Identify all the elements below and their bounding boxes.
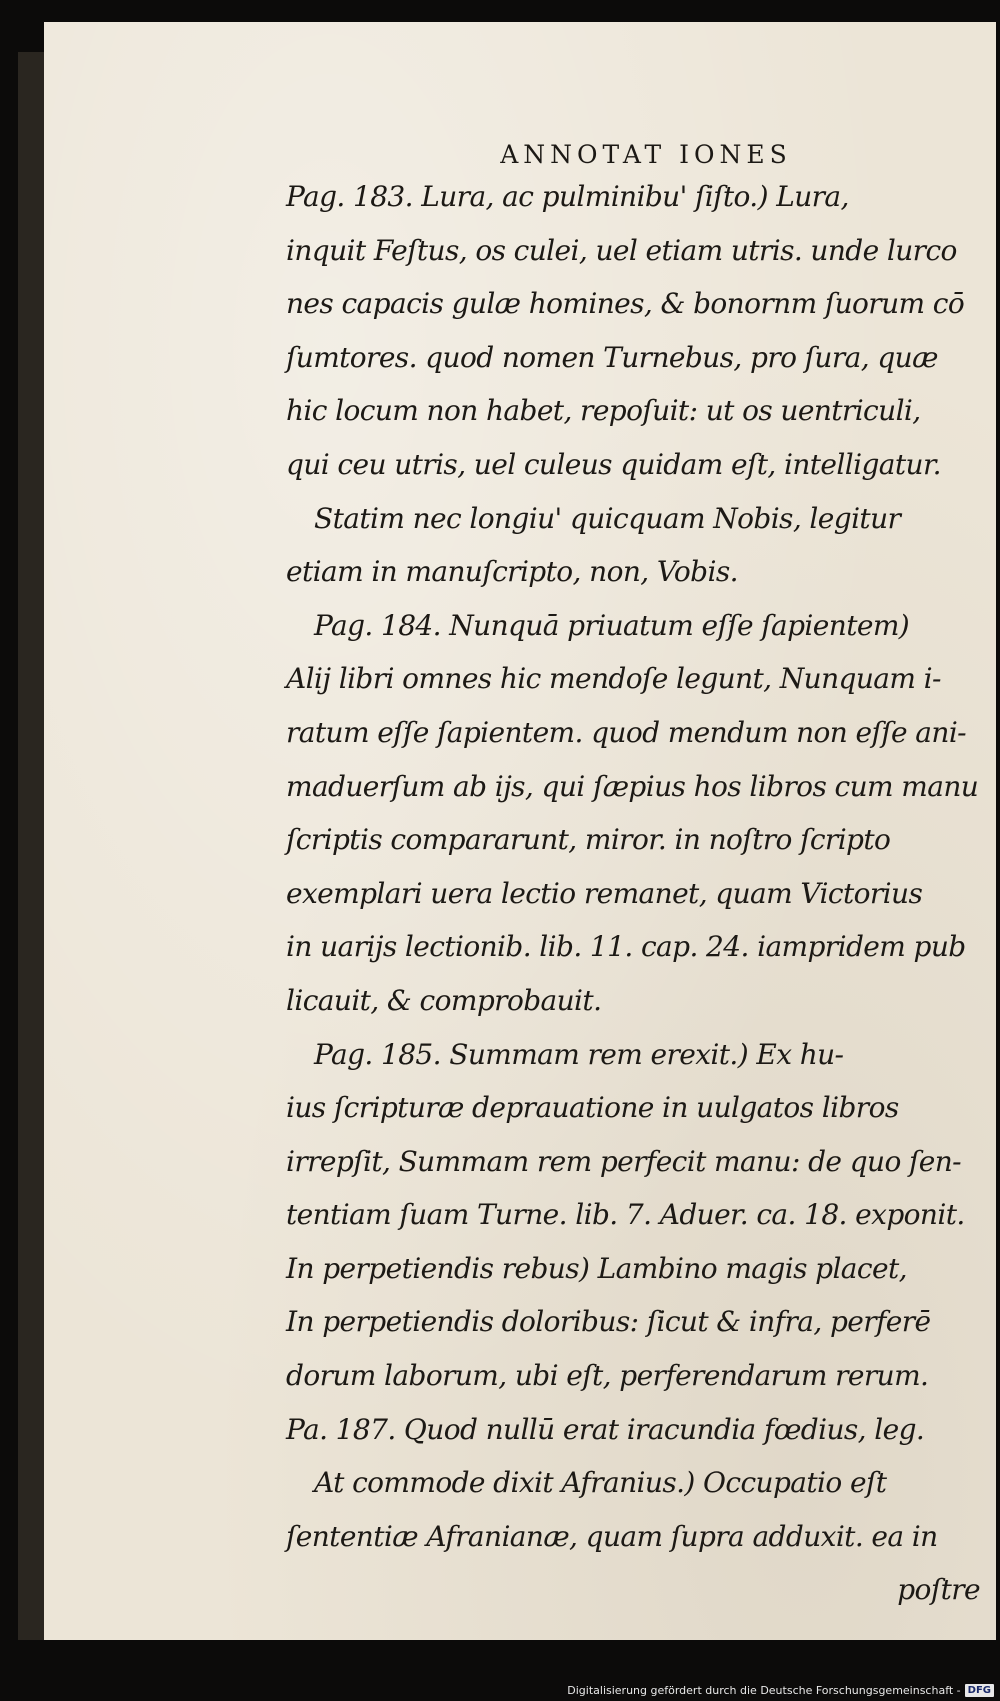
- text-line: tentiam ſuam Turne. lib. 7. Aduer. ca. 18. exponit.: [286, 1198, 965, 1232]
- text-line: ius ſcripturæ deprauatione in uulgatos libros: [286, 1091, 899, 1125]
- text-line: At commode dixit Afranius.) Occupatio eſt: [314, 1466, 887, 1500]
- text-line: dorum laborum, ubi eſt, perferendarum rerum.: [286, 1359, 929, 1393]
- text-line: Pag. 185. Summam rem erexit.) Ex hu-: [314, 1037, 844, 1071]
- text-line: Alij libri omnes hic mendoſe legunt, Nunquam i-: [286, 662, 941, 696]
- text-line: Statim nec longiu' quicquam Nobis, legitur: [314, 501, 901, 535]
- page-text-block: [286, 122, 986, 1617]
- text-line: In perpetiendis rebus) Lambino magis placet,: [286, 1251, 907, 1285]
- text-line: in uarijs lectionib. lib. 11. cap. 24. iampridem pub: [286, 930, 966, 964]
- text-line: Pag. 184. Nunquā priuatum eſſe ſapientem): [314, 608, 910, 642]
- text-line: ſumtores. quod nomen Turnebus, pro ſura, quæ: [286, 340, 938, 374]
- text-line: exemplari uera lectio remanet, quam Victorius: [286, 876, 923, 910]
- scanned-page: [44, 22, 996, 1640]
- text-line: etiam in manuſcripto, non, Vobis.: [286, 555, 738, 589]
- text-line: qui ceu utris, uel culeus quidam eſt, intelligatur.: [286, 447, 941, 481]
- catchword: poſtre: [897, 1573, 980, 1607]
- text-line: ſententiæ Afranianæ, quam ſupra adduxit. ea in: [286, 1519, 938, 1553]
- text-line: licauit, & comprobauit.: [286, 983, 602, 1017]
- dfg-logo-icon: DFG: [965, 1684, 994, 1697]
- digitization-credit: [567, 1682, 994, 1698]
- text-line: irrepſit, Summam rem perfecit manu: de quo ſen-: [286, 1144, 962, 1178]
- text-line: hic locum non habet, repoſuit: ut os uentriculi,: [286, 394, 921, 428]
- text-line: maduerſum ab ijs, qui ſæpius hos libros cum manu: [286, 769, 979, 803]
- text-line: Pa. 187. Quod nullū erat iracundia fœdius, leg.: [286, 1412, 925, 1446]
- text-line: ſcriptis compararunt, miror. in noſtro ſcripto: [286, 823, 891, 857]
- text-line: Pag. 183. Lura, ac pulminibu' ſiſto.) Lura,: [286, 180, 849, 213]
- running-head: ANNOTAT IONES: [500, 140, 792, 169]
- text-line: inquit Feſtus, os culei, uel etiam utris. unde lurco: [286, 233, 957, 267]
- page-edge-shadow: [18, 52, 44, 1640]
- credit-text: Digitalisierung gefördert durch die Deutsche Forschungsgemeinschaft -: [567, 1683, 961, 1697]
- text-line: ratum eſſe ſapientem. quod mendum non eſſe ani-: [286, 715, 967, 749]
- text-line: nes capacis gulæ homines, & bonornm ſuorum cō: [286, 287, 965, 321]
- text-line: In perpetiendis doloribus: ſicut & infra, perferē: [286, 1305, 931, 1339]
